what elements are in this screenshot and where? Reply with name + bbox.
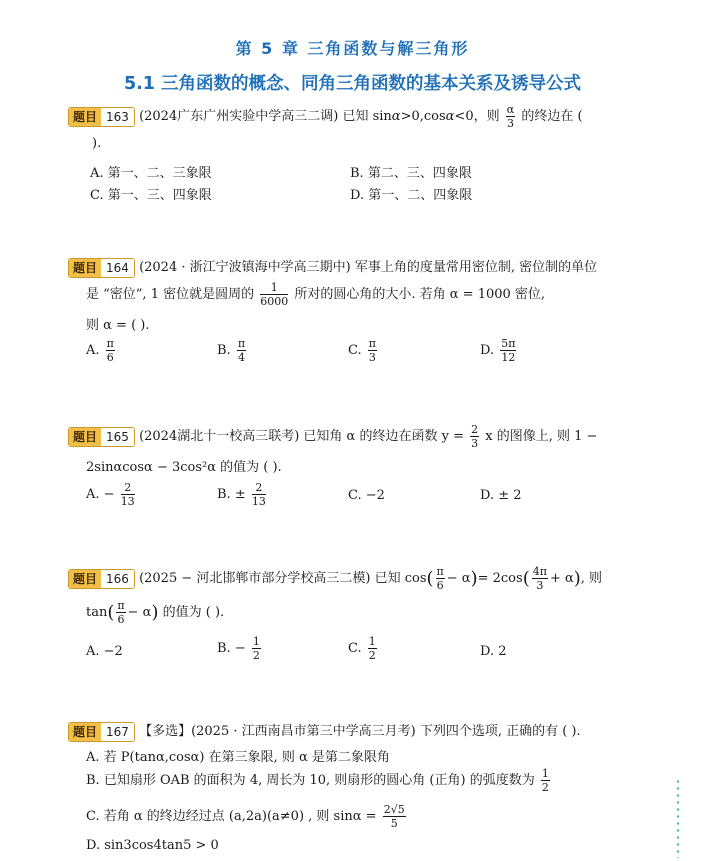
option-b: B. 第二、三、四象限 xyxy=(350,166,472,181)
question-167: 题目 167 【多选】(2025 · 江西南昌市第三中学高三月考) 下列四个选项, 正确的有 ( ). A. 若 P(tanα,cosα) 在第三象限, 则 α 是第二象限角 B. 已知扇形 OAB 的面积为 4, 周长为 10, 则扇形的圆心角 (正角) 的弧度数为 $\frac{1}{2}$ C. 若角 α 的终边经过点 (a,2a)(a≠0) , 则 sinα = $\frac{2√5}{5}$ D. sin3cos4tan5 > 0 xyxy=(68,720,658,860)
fraction: $\frac{2}{3}$ xyxy=(471,423,479,450)
question-163: 题目 163 (2024广东广州实验中学高三二调) 已知 sinα>0,cosα<0，则 $\frac{\alpha}{3}$ 的终边在 ( ). A. 第一、二、三象限 B. 第二、三、四象限 C. 第一、三、四象限 D. 第一、二、四象限 xyxy=(68,104,658,214)
option-c: C. 若角 α 的终边经过点 (a,2a)(a≠0) , 则 sinα = $\frac{2√5}{5}$ xyxy=(86,803,405,830)
question-badge: 题目 163 xyxy=(68,107,135,127)
option-b: B. 已知扇形 OAB 的面积为 4, 周长为 10, 则扇形的圆心角 (正角) 的弧度数为 $\frac{1}{2}$ xyxy=(86,767,549,794)
page-edge-dots xyxy=(676,778,680,858)
option-d: D. ± 2 xyxy=(480,488,522,503)
option-d: D. sin3cos4tan5 > 0 xyxy=(86,838,219,853)
option-d: D. $\frac{5\pi}{12}$ xyxy=(480,337,516,364)
section-title: 5.1 三角函数的概念、同角三角函数的基本关系及诱导公式 xyxy=(123,74,582,94)
question-badge: 题目 167 xyxy=(68,722,135,742)
option-d: D. 第一、二、四象限 xyxy=(350,188,473,203)
question-badge: 题目 165 xyxy=(68,427,135,447)
question-164: 题目 164 (2024 · 浙江宁波镇海中学高三期中) 军事上角的度量常用密位制, 密位制的单位 是 “密位”, 1 密位就是圆周的 $\frac{1}{6000}$ 所对的圆心角的大小. 若角 α = 1000 密位, 则 α = ( ). A. $\frac{\pi}{6}$ B. $\frac{\pi}{4}$ C. $\frac{\pi}{3}$ D. $\frac{5\pi}{12}$ xyxy=(68,256,658,376)
question-source: (2024广东广州实验中学高三二调) xyxy=(139,109,339,124)
question-badge: 题目 164 xyxy=(68,258,135,278)
option-b: B. $\frac{\pi}{4}$ xyxy=(217,337,246,364)
option-a: A. $\frac{\pi}{6}$ xyxy=(86,337,114,364)
option-b: B. − $\frac{1}{2}$ xyxy=(217,635,260,662)
question-badge: 题目 166 xyxy=(68,569,135,589)
option-a: A. −2 xyxy=(86,644,123,659)
option-c: C. 第一、三、四象限 xyxy=(90,188,212,203)
chapter-title: 第 5 章 三角函数与解三角形 xyxy=(235,39,470,58)
option-b: B. ± $\frac{2}{13}$ xyxy=(217,481,266,508)
question-163-line1: 题目 163 (2024广东广州实验中学高三二调) 已知 sinα>0,cosα<0，则 $\frac{\alpha}{3}$ 的终边在 ( xyxy=(68,104,583,129)
question-165: 题目 165 (2024湖北十一校高三联考) 已知角 α 的终边在函数 y = $\frac{2}{3}$ x 的图像上, 则 1 − 2sinαcosα − 3cos²α 的值为 ( ). A. − $\frac{2}{13}$ B. ± $\frac{2}{13}$ C. −2 D. ± 2 xyxy=(68,424,658,524)
fraction: $\frac{\alpha}{3}$ xyxy=(506,103,515,130)
fraction: $\frac{1}{6000}$ xyxy=(260,281,289,308)
option-c: C. −2 xyxy=(348,488,385,503)
option-d: D. 2 xyxy=(480,644,507,659)
question-166: 题目 166 (2025 − 河北邯郸市部分学校高三二模) 已知 cos( $\frac{\pi}{6}$ − α)= 2cos( $\frac{4\pi}{3}$ + α), 则 tan( $\frac{\pi}{6}$ − α) 的值为 ( ). A. −2 B. − $\frac{1}{2}$ C. $\frac{1}{2}$ D. 2 xyxy=(68,566,658,676)
option-a: A. − $\frac{2}{13}$ xyxy=(86,481,135,508)
option-a: A. 若 P(tanα,cosα) 在第三象限, 则 α 是第二象限角 xyxy=(86,750,390,765)
option-a: A. 第一、二、三象限 xyxy=(90,166,212,181)
option-c: C. $\frac{1}{2}$ xyxy=(348,635,376,662)
option-c: C. $\frac{\pi}{3}$ xyxy=(348,337,376,364)
